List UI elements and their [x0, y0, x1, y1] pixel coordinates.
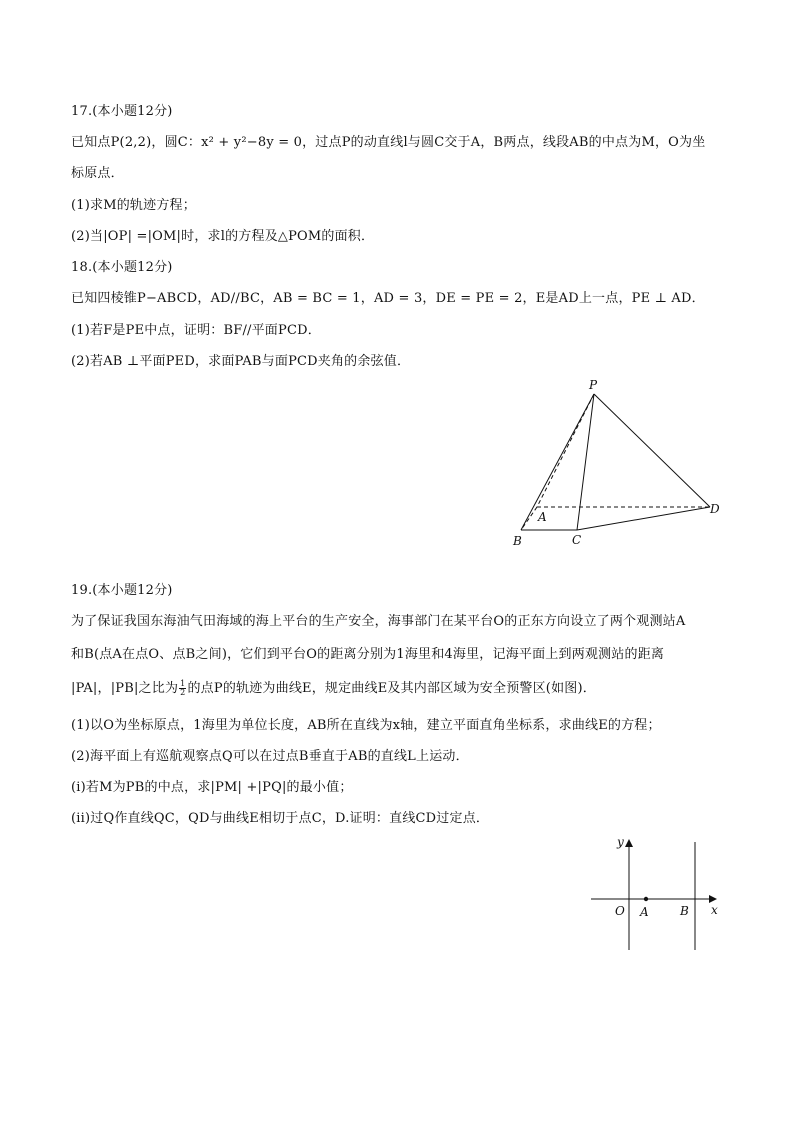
- q19-header: 19.(本小题12分): [71, 583, 173, 598]
- label-c: C: [572, 533, 582, 547]
- q19-part2-ii: (ii)过Q作直线QC，QD与曲线E相切于点C，D.证明：直线CD过定点．: [71, 811, 490, 826]
- q19-stem-line3-b: 的点P的轨迹为曲线E，规定曲线E及其内部区域为安全预警区(如图)．: [187, 681, 596, 696]
- q17-part2: (2)当|OP| =|OM|时，求l的方程及△POM的面积．: [71, 229, 375, 244]
- q19-stem-line1: 为了保证我国东海油气田海域的海上平台的生产安全，海事部门在某平台O的正东方向设立了两个观测站A: [71, 614, 686, 629]
- pyramid-figure: [500, 372, 730, 552]
- ratio-fraction: [179, 680, 186, 697]
- q18-part1: (1)若F是PE中点，证明：BF//平面PCD．: [71, 323, 321, 338]
- fraction-numerator: 1: [180, 679, 186, 688]
- point-a: [644, 897, 648, 901]
- label-a: A: [538, 510, 547, 524]
- label-o: O: [615, 904, 625, 918]
- label-p: P: [589, 378, 598, 392]
- label-x: x: [711, 903, 718, 917]
- edge-pc: [577, 394, 594, 530]
- q19-stem-line3-a: |PA|，|PB|之比为: [71, 681, 179, 696]
- q17-stem-line2: 标原点．: [71, 166, 124, 181]
- q17-stem-line1: 已知点P(2,2)，圆C：x² + y²−8y = 0，过点P的动直线l与圆C交于A，B两点，线段AB的中点为M，O为坐: [71, 135, 706, 150]
- label-b: B: [513, 534, 522, 548]
- edge-ab-hidden: [521, 507, 537, 530]
- coordinate-figure: [585, 828, 725, 958]
- fraction-denominator: 2: [180, 688, 186, 697]
- q19-part1: (1)以O为坐标原点，1海里为单位长度，AB所在直线为x轴，建立平面直角坐标系，求曲线E的方程；: [71, 718, 661, 733]
- q18-header: 18.(本小题12分): [71, 260, 173, 275]
- q18-stem-line1: 已知四棱锥P−ABCD，AD//BC，AB = BC = 1，AD = 3，DE = PE = 2，E是AD上一点，PE ⊥ AD．: [71, 291, 705, 306]
- edge-cd: [577, 507, 710, 530]
- edge-pd: [594, 394, 710, 507]
- label-d: D: [710, 502, 720, 516]
- q18-part2: (2)若AB ⊥平面PED，求面PAB与面PCD夹角的余弦值．: [71, 354, 411, 369]
- q19-part2: (2)海平面上有巡航观察点Q可以在过点B垂直于AB的直线L上运动．: [71, 749, 469, 764]
- q17-header: 17.(本小题12分): [71, 104, 173, 119]
- label-b: B: [680, 904, 689, 918]
- q17-part1: (1)求M的轨迹方程；: [71, 198, 196, 213]
- q19-stem-line2: 和B(点A在点O、点B之间)，它们到平台O的距离分别为1海里和4海里，记海平面上到两观测站的距离: [71, 647, 665, 662]
- label-y: y: [617, 835, 624, 849]
- label-a: A: [640, 905, 649, 919]
- q19-stem-line3: [71, 680, 596, 698]
- edge-pb: [521, 394, 594, 530]
- q19-part2-i: (i)若M为PB的中点，求|PM| +|PQ|的最小值；: [71, 780, 353, 795]
